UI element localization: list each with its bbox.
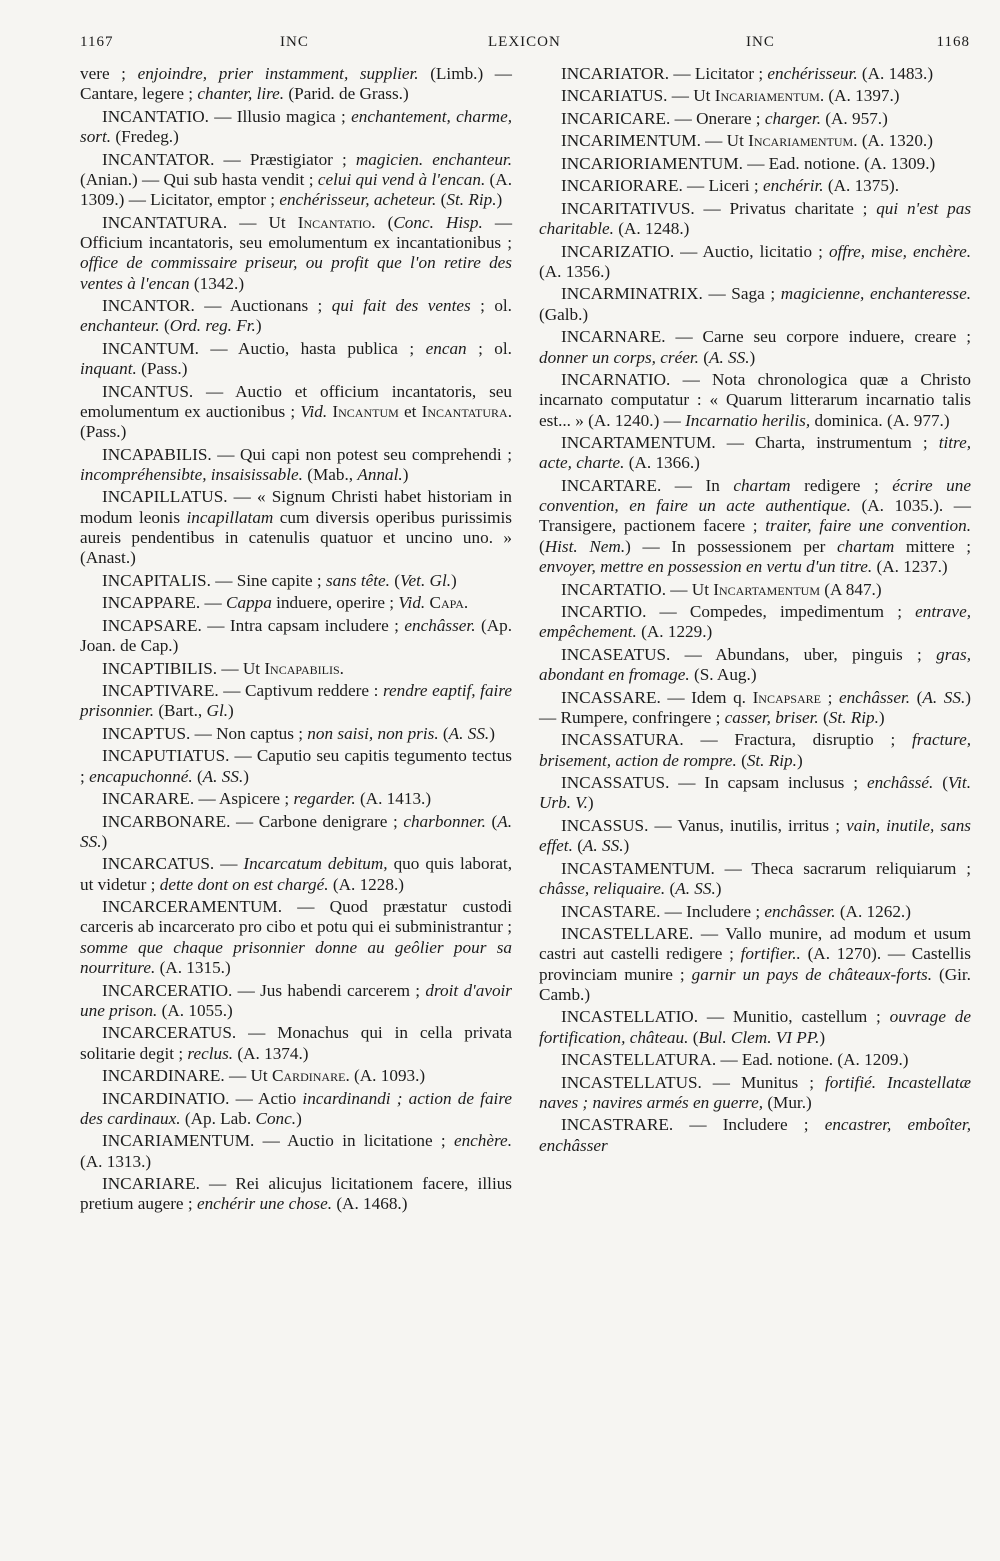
entry-text: INCAPTIVARE. — Captivum reddere :	[102, 681, 383, 701]
dictionary-entry	[80, 213, 512, 294]
dictionary-entry	[539, 816, 971, 857]
entry-text: vere ;	[80, 64, 138, 83]
dictionary-entry	[539, 1050, 971, 1070]
entry-text: INCARITATIVUS. — Privatus charitate ;	[561, 198, 877, 218]
entry-french-text: casser, briser.	[724, 707, 819, 727]
entry-text: (	[192, 766, 203, 786]
entry-text: (A 847.)	[820, 579, 882, 599]
entry-french-text: châsse, reliquaire.	[539, 879, 666, 899]
entry-french-text: envoyer, mettre en possession en vertu d'un titre.	[539, 557, 873, 577]
entry-text: (Ap. Lab.	[180, 1108, 256, 1128]
entry-text: ;	[820, 687, 839, 707]
entry-french-text: incardinandi ; action de faire des cardinaux.	[80, 1088, 513, 1128]
entry-french-text: écrire une convention, en faire un acte authentique.	[539, 475, 971, 516]
dictionary-entry	[80, 897, 512, 978]
entry-text: (A. 1366.)	[624, 453, 700, 473]
entry-french-text: encan	[425, 338, 467, 358]
entry-text: INCARNARE. — Carne seu corpore induere, creare ;	[561, 327, 971, 347]
entry-text: INCAPUTIATUS. — Caputio seu capitis tegumento tectus ;	[80, 746, 512, 786]
right-page-number: 1168	[936, 34, 970, 50]
entry-text: )	[587, 793, 594, 813]
entry-text: (A. 1315.)	[155, 958, 231, 978]
entry-text: . (A. 1397.)	[819, 86, 900, 106]
entry-text: INCARDINATIO. — Actio	[102, 1088, 303, 1108]
dictionary-entry	[539, 645, 971, 686]
entry-text: INCARIAMENTUM. — Auctio in licitatione ;	[102, 1131, 454, 1151]
entry-french-text: chanter, lire.	[197, 84, 285, 104]
dictionary-entry	[80, 1174, 512, 1215]
entry-text: (	[698, 347, 709, 367]
entry-french-text: inquant.	[80, 359, 137, 379]
entry-text: (	[818, 707, 829, 727]
entry-french-text: Bul. Clem. VI PP.	[698, 1027, 820, 1047]
entry-text: (Anian.) — Qui sub hasta vendit ;	[80, 169, 318, 189]
entry-text: (A. 1313.)	[80, 1151, 152, 1171]
entry-text: )	[749, 347, 756, 367]
entry-text: INCAPSARE. — Intra capsam includere ;	[102, 615, 405, 635]
entry-text: INCASEATUS. — Abundans, uber, pinguis ;	[561, 644, 937, 664]
entry-french-text: fortifié. Incastellatæ naves ; navires armés en guerre,	[539, 1072, 971, 1112]
dictionary-entry	[80, 616, 512, 657]
entry-french-text: offre, mise, enchère.	[828, 241, 971, 261]
entry-french-text: enchérisseur, acheteur.	[279, 190, 437, 210]
entry-french-text: office de commissaire priseur, ou profit que l'on retire des ventes à l'encan	[80, 253, 512, 293]
entry-text: (A. 1356.)	[539, 261, 611, 281]
entry-text: (A. 1229.)	[636, 622, 713, 642]
entry-text: et	[398, 401, 422, 421]
dictionary-entry	[80, 1089, 512, 1130]
entry-text: ) — In possessionem per	[625, 536, 837, 556]
entry-text: (A. 1262.)	[835, 901, 911, 921]
entry-text: (A. 957.)	[821, 108, 888, 128]
dictionary-entry	[539, 1007, 971, 1048]
entry-text: — Officium incantatoris, seu emolumentum ex incantationibus ;	[80, 212, 513, 252]
entry-cross-reference: Incapsare	[752, 687, 821, 707]
dictionary-entry	[539, 602, 971, 643]
entry-text: INCARCERAMENTUM. — Quod præstatur custodi carceris ab incarcerato pro cibo et potu qui ei subministrantur ;	[80, 897, 512, 937]
dictionary-entry	[80, 64, 512, 105]
entry-text: INCANTUS. — Auctio et officium incantatoris, seu emolumentum ex auctionibus ;	[80, 381, 512, 421]
entry-french-text: enjoindre, prier instamment, supplier.	[137, 64, 419, 83]
entry-cross-reference: Incariamentum	[748, 131, 854, 151]
dictionary-entry	[80, 339, 512, 380]
entry-text: (Mab.,	[302, 464, 358, 484]
entry-text: (A. 1248.)	[613, 219, 690, 239]
entry-french-text: magicienne, enchanteresse.	[780, 284, 971, 304]
right-guide-word: INC	[746, 34, 775, 50]
dictionary-entry	[80, 296, 512, 337]
entry-french-text: St. Rip.	[828, 707, 879, 727]
entry-text: redigere ;	[790, 475, 893, 495]
entry-text: INCASSATURA. — Fractura, disruptio ;	[561, 730, 912, 750]
dictionary-entry	[80, 659, 512, 679]
entry-french-text: reclus.	[187, 1043, 234, 1063]
entry-text: INCASSATUS. — In capsam inclusus ;	[561, 773, 867, 793]
entry-text: INCANTOR. — Auctionans ;	[102, 296, 332, 316]
entry-french-text: A. SS.	[582, 836, 624, 856]
entry-french-text: Hist. Nem.	[544, 536, 626, 556]
entry-text: )	[296, 1108, 302, 1128]
entry-french-text: enchère.	[453, 1131, 512, 1151]
entry-text: INCARIMENTUM. — Ut	[561, 131, 749, 151]
entry-text: INCARBONARE. — Carbone denigrare ;	[102, 811, 404, 831]
entry-french-text: Gl.	[206, 701, 229, 721]
entry-text: INCAPILLATUS. — « Signum Christi habet historiam in modum leonis	[80, 487, 512, 527]
entry-french-text: Conc.	[255, 1108, 297, 1128]
dictionary-entry	[80, 724, 512, 744]
dictionary-entry	[539, 284, 971, 325]
dictionary-entry	[539, 859, 971, 900]
entry-text: (A. 1035.). — Transigere, pactionem facere ;	[539, 496, 971, 536]
entry-cross-reference: Cardinare	[271, 1066, 346, 1086]
entry-text: INCANTATIO. — Illusio magica ;	[102, 106, 352, 126]
dictionary-entry	[539, 1073, 971, 1114]
entry-french-text: chartam	[837, 536, 895, 556]
entry-text: INCARCERATUS. — Monachus qui in cella privata solitarie degit ;	[80, 1023, 512, 1063]
entry-text: )	[101, 831, 108, 851]
entry-text: )	[715, 879, 722, 899]
entry-french-text: entrave, empêchement.	[539, 602, 971, 642]
dictionary-entry	[80, 1131, 512, 1172]
dictionary-entry	[539, 730, 971, 771]
left-guide-word: INC	[280, 34, 309, 50]
entry-french-text: enchérir une chose.	[196, 1194, 333, 1214]
entry-text: INCASTAMENTUM. — Theca sacrarum reliquiarum ;	[561, 858, 971, 878]
entry-text: (	[688, 1027, 699, 1047]
dictionary-entry	[539, 176, 971, 196]
entry-cross-reference: Capa	[429, 593, 464, 613]
entry-cross-reference: Incariamentum	[714, 86, 820, 106]
entry-french-text: St. Rip.	[446, 190, 497, 210]
entry-text: induere, operire ;	[271, 593, 399, 613]
dictionary-entry	[80, 746, 512, 787]
entry-french-text: enchâsser.	[764, 901, 836, 921]
entry-text: (1342.)	[189, 273, 245, 293]
dictionary-entry	[80, 382, 512, 443]
entry-text: (Ap. Joan. de Cap.)	[80, 615, 512, 656]
entry-text: (	[485, 811, 498, 831]
entry-text: (Galb.)	[539, 304, 589, 324]
dictionary-entry	[80, 681, 512, 722]
entry-french-text: enchâsser.	[404, 615, 476, 635]
entry-text: (A. 1237.)	[872, 557, 948, 577]
dictionary-entry	[80, 571, 512, 591]
entry-text: INCAPABILIS. — Qui capi non potest seu comprehendi ;	[102, 444, 512, 464]
entry-french-text: enchâsser.	[838, 687, 911, 707]
entry-text: (	[665, 879, 676, 899]
dictionary-entry	[539, 1115, 971, 1156]
dictionary-entry	[80, 445, 512, 486]
entry-text: .	[339, 658, 344, 678]
dictionary-entry	[80, 150, 512, 211]
entry-cross-reference: Incantum	[332, 401, 399, 421]
entry-french-text: Incarcatum debitum,	[243, 854, 388, 874]
entry-french-text: charbonner.	[403, 811, 486, 831]
entry-cross-reference: Incartamentum	[713, 579, 820, 599]
dictionary-entry	[80, 789, 512, 809]
entry-text: INCANTUM. — Auctio, hasta publica ;	[102, 338, 426, 358]
entry-text: )	[228, 701, 234, 721]
entry-text: (Limb.) — Cantare, legere ;	[80, 64, 512, 104]
dictionary-entry	[80, 981, 512, 1022]
entry-french-text: Annal.	[357, 464, 403, 484]
entry-text: (	[389, 570, 400, 590]
entry-text: )	[878, 707, 885, 727]
entry-text: INCARTIO. — Compedes, impedimentum ;	[561, 602, 916, 622]
left-page-number: 1167	[80, 34, 114, 50]
entry-text: INCASSARE. — Idem q.	[561, 687, 753, 707]
dictionary-entry	[539, 86, 971, 106]
entry-french-text: chartam	[733, 475, 791, 495]
left-column	[80, 64, 512, 1217]
entry-text: )	[496, 190, 503, 210]
entry-french-text: ouvrage de fortification, château.	[539, 1007, 972, 1047]
dictionary-entry	[539, 109, 971, 129]
entry-french-text: A. SS.	[80, 811, 513, 851]
entry-text: )	[623, 836, 630, 856]
entry-text: INCAPTUS. — Non captus ;	[102, 723, 308, 743]
entry-text: INCARIATUS. — Ut	[561, 86, 715, 106]
entry-french-text: Ord. reg. Fr.	[169, 316, 256, 336]
entry-text: (Pass.)	[136, 359, 188, 379]
right-column	[539, 64, 971, 1158]
entry-french-text: non saisi, non pris.	[307, 723, 439, 743]
dictionary-entry	[539, 433, 971, 474]
entry-text: INCAPTIBILIS. — Ut	[102, 658, 265, 678]
entry-text: INCARCERATIO. — Jus habendi carcerem ;	[102, 980, 426, 1000]
entry-french-text: dette dont on est chargé.	[159, 874, 329, 894]
entry-french-text: droit d'avoir une prison.	[80, 980, 513, 1020]
dictionary-entry	[80, 1023, 512, 1064]
entry-text: INCARARE. — Aspicere ;	[102, 789, 294, 809]
entry-french-text: traiter, faire une convention.	[765, 516, 971, 536]
dictionary-entry	[539, 242, 971, 283]
entry-text: (A. 1270). — Castellis provinciam munire ;	[539, 944, 971, 984]
running-header	[80, 34, 970, 58]
entry-text: (S. Aug.)	[689, 665, 757, 685]
dictionary-entry	[539, 131, 971, 151]
dictionary-entry	[539, 773, 971, 814]
entry-text: INCARMINATRIX. — Saga ;	[561, 284, 781, 304]
entry-text: (	[438, 723, 449, 743]
entry-text: (A. 1413.)	[355, 789, 432, 809]
lexicon-title: LEXICON	[488, 34, 561, 50]
entry-french-text: encapuchonné.	[89, 766, 193, 786]
entry-text: (A. 1468.)	[332, 1194, 408, 1214]
entry-french-text: Vit. Urb. V.	[539, 773, 971, 813]
entry-french-text: enchanteur.	[80, 316, 160, 336]
entry-french-text: encastrer, emboîter, enchâsser	[539, 1115, 971, 1155]
entry-french-text: Vid.	[398, 593, 426, 613]
entry-text: INCARNATIO. — Nota chronologica quæ a Christo incarnato computatur : « Quarum litterarum incarnatio talis est... » (A. 1240.) —	[539, 370, 971, 430]
entry-french-text: enchâssé.	[866, 773, 934, 793]
dictionary-entry	[539, 199, 971, 240]
entry-text: )	[402, 464, 409, 484]
entry-text: INCARIZATIO. — Auctio, licitatio ;	[561, 241, 829, 261]
entry-text: INCASTELLATUS. — Munitus ;	[561, 1072, 825, 1092]
entry-french-text: qui fait des ventes	[331, 296, 471, 316]
entry-french-text: enchérir.	[762, 176, 824, 196]
entry-text: mittere ;	[894, 536, 972, 556]
entry-text: . (A. 1320.)	[853, 131, 933, 151]
entry-text: (	[159, 316, 170, 336]
entry-text: INCARIORARE. — Liceri ;	[561, 176, 763, 196]
entry-text: )	[819, 1027, 826, 1047]
entry-text: )	[451, 570, 457, 590]
entry-text: INCARTATIO. — Ut	[561, 579, 714, 599]
dictionary-entry	[539, 327, 971, 368]
entry-text: (	[572, 836, 583, 856]
entry-text: cum diversis operibus purissimis aureis pendentibus in catenulis quatuor et uncino uno. » (Anast.)	[80, 507, 512, 568]
entry-text: INCARIARE. — Rei alicujus licitationem facere, illius pretium augere ;	[80, 1174, 512, 1214]
entry-text: (Mur.)	[763, 1092, 812, 1112]
dictionary-entry	[80, 107, 512, 148]
entry-french-text: magicien. enchanteur.	[355, 149, 513, 169]
dictionary-entry	[539, 476, 971, 577]
entry-french-text: fortifier..	[740, 944, 801, 964]
entry-french-text: A. SS.	[448, 723, 490, 743]
entry-cross-reference: Incantatura	[421, 401, 508, 421]
entry-text: (Gir. Camb.)	[539, 964, 971, 1004]
entry-text: (Parid. de Grass.)	[284, 84, 409, 104]
entry-text: (	[436, 190, 447, 210]
entry-text: (A. 1375).	[823, 176, 899, 196]
entry-french-text: enchérisseur.	[767, 64, 858, 83]
entry-french-text: incapillatam	[186, 507, 274, 527]
entry-text: INCAPPARE. —	[102, 593, 227, 613]
entry-french-text: gras, abondant en fromage.	[539, 644, 971, 685]
entry-text: INCARCATUS. —	[102, 854, 244, 874]
entry-text: (Bart.,	[154, 701, 207, 721]
entry-french-text: vain, inutile, sans effet.	[539, 815, 971, 856]
dictionary-entry	[539, 580, 971, 600]
dictionary-entry	[539, 688, 971, 729]
entry-french-text: charger.	[764, 108, 821, 128]
dictionary-entry	[80, 1066, 512, 1086]
entry-text: INCASTELLATURA. — Ead. notione. (A. 1209.)	[561, 1050, 909, 1070]
entry-text: )	[796, 750, 803, 770]
dictionary-entry	[80, 854, 512, 895]
entry-text: )	[255, 316, 262, 336]
entry-text: (A. 1483.)	[857, 64, 934, 83]
entry-text: ; ol.	[470, 296, 512, 316]
entry-text: quo quis laborat, ut videtur ;	[80, 854, 512, 894]
entry-french-text: A. SS.	[675, 879, 716, 899]
entry-text: ) — Rumpere, confringere ;	[539, 687, 972, 727]
entry-french-text: incompréhensibte, insaisissable.	[80, 464, 303, 484]
entry-text: INCASTRARE. — Includere ;	[561, 1115, 825, 1135]
dictionary-entry	[539, 154, 971, 174]
entry-text: (A. 1374.)	[233, 1043, 309, 1063]
dictionary-entry	[80, 593, 512, 613]
entry-text: )	[243, 766, 249, 786]
entry-french-text: titre, acte, charte.	[539, 433, 971, 473]
entry-text: dominica. (A. 977.)	[810, 410, 950, 430]
entry-text: INCARICARE. — Onerare ;	[561, 108, 765, 128]
entry-text: . (	[371, 212, 394, 232]
entry-french-text: garnir un pays de châteaux-forts.	[691, 964, 933, 984]
entry-french-text: Incarnatio herilis,	[685, 410, 811, 430]
entry-french-text: Conc. Hisp.	[393, 212, 483, 232]
dictionary-entry	[539, 924, 971, 1005]
entry-text: INCARIORIAMENTUM. — Ead. notione. (A. 1309.)	[561, 153, 936, 173]
entry-text: INCARIATOR. — Licitator ;	[561, 64, 768, 83]
entry-text: INCARTAMENTUM. — Charta, instrumentum ;	[561, 433, 939, 453]
dictionary-entry	[80, 812, 512, 853]
entry-text: (	[933, 773, 948, 793]
entry-text: INCANTATOR. — Præstigiator ;	[102, 149, 356, 169]
entry-french-text: enchantement, charme, sort.	[80, 106, 512, 147]
entry-french-text: A. SS.	[708, 347, 750, 367]
entry-text: INCARTARE. — In	[561, 475, 734, 495]
entry-french-text: fracture, brisement, action de rompre.	[539, 730, 971, 770]
entry-french-text: A. SS.	[202, 766, 244, 786]
entry-french-text: rendre eaptif, faire prisonnier.	[80, 681, 513, 721]
entry-text: INCASSUS. — Vanus, inutilis, irritus ;	[561, 815, 847, 835]
entry-french-text: qui n'est pas charitable.	[539, 198, 972, 239]
entry-french-text: Vid.	[300, 401, 328, 421]
dictionary-entry	[80, 487, 512, 568]
entry-text: . (A. 1093.)	[345, 1066, 426, 1086]
entry-french-text: donner un corps, créer.	[539, 347, 699, 367]
entry-text: INCASTELLARE. — Vallo munire, ad modum et usum castri aut castelli redigere ;	[539, 924, 971, 964]
entry-text: (	[736, 750, 747, 770]
entry-text: . (Pass.)	[80, 401, 513, 442]
entry-text: INCAPITALIS. — Sine capite ;	[102, 570, 326, 590]
entry-text: INCANTATURA. — Ut	[102, 212, 298, 232]
entry-text: (A. 1228.)	[328, 874, 404, 894]
entry-text: (A. 1309.) — Licitator, emptor ;	[80, 169, 512, 210]
entry-french-text: A. SS.	[922, 687, 966, 707]
dictionary-entry	[539, 902, 971, 922]
entry-text: (	[910, 687, 923, 707]
entry-text: (A. 1055.)	[157, 1000, 233, 1020]
entry-text: ; ol.	[466, 338, 512, 358]
entry-cross-reference: Incapabilis	[264, 658, 340, 678]
entry-text: .	[463, 593, 469, 613]
dictionary-entry	[539, 370, 971, 431]
entry-text: INCASTARE. — Includere ;	[561, 901, 765, 921]
entry-text: )	[489, 723, 495, 743]
entry-cross-reference: Incantatio	[297, 212, 372, 232]
entry-french-text: sans tête.	[325, 570, 390, 590]
entry-text: (	[539, 536, 545, 556]
entry-french-text: celui qui vend à l'encan.	[317, 169, 486, 189]
entry-french-text: Cappa	[226, 593, 272, 613]
dictionary-entry	[539, 64, 971, 84]
entry-text: INCASTELLATIO. — Munitio, castellum ;	[561, 1007, 890, 1027]
entry-french-text: St. Rip.	[746, 750, 797, 770]
entry-french-text: regarder.	[293, 789, 356, 809]
entry-french-text: Vet. Gl.	[399, 570, 452, 590]
entry-text: (Fredeg.)	[111, 127, 179, 147]
entry-french-text: somme que chaque prisonnier donne au geôlier pour sa nourriture.	[80, 937, 512, 978]
entry-text: INCARDINARE. — Ut	[102, 1066, 272, 1086]
